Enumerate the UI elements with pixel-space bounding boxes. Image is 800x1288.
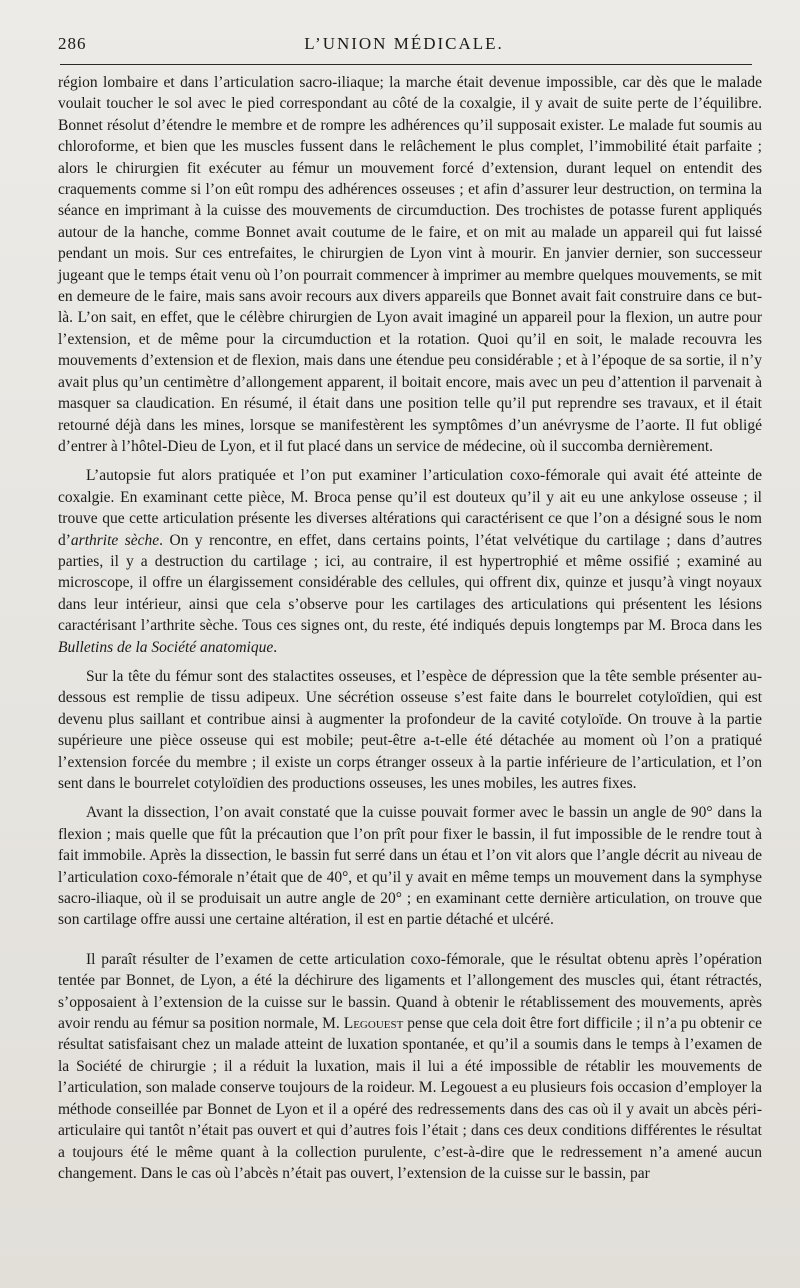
paragraph-5-part-2: pense que cela doit être fort difficile ; il n’a pu obtenir ce résultat satisfaisant chez un malade atteint de luxation spontanée, et qu’il a soumis dans le temps à l’examen de la Société de chirurgie ; il a réduit la luxation, mais il lui a été impossible de rétablir les mouvements de l’articulation, son malade conserve toujours de la roideur. M. Legouest a eu plusieurs fois occasion d’employer la méthode conseillée par Bonnet de Lyon et il a opéré des redressements dans des cas où il y avait un abcès péri-articulaire qui tantôt n’était pas ouvert et qui d’autres fois l’était ; dans ces deux conditions différentes le résultat a toujours été le même quant à la collection purulente, c’est-à-dire que le redressement n’a amené aucun changement. Dans le cas où l’abcès n’était pas ouvert, l’extension de la cuisse sur le bassin, par: [58, 1015, 762, 1182]
paragraph-2-part-1: L’autopsie fut alors pratiquée et l’on put examiner l’articulation coxo-fémorale qui avait été atteinte de coxalgie. En examinant cette pièce, M. Broca pense qu’il est douteux qu’il y ait eu une ankylose osseuse ; il trouve que cette articulation présente les diverses altérations qui caractérisent ce que l’on a désigné sous le nom d’: [58, 467, 762, 549]
running-title: L’UNION MÉDICALE.: [304, 34, 504, 53]
body-text: [58, 72, 762, 1184]
paragraph-4: Avant la dissection, l’on avait constaté que la cuisse pouvait former avec le bassin un angle de 90° dans la flexion ; mais quelle que fût la précaution que l’on prît pour fixer le bassin, il fut impossible de le rendre tout à fait immobile. Après la dissection, le bassin fut serré dans un étau et l’on vit alors que l’angle décrit au niveau de l’articulation coxo-fémorale n’était que de 40°, et qu’il y avait en même temps un mouvement dans la symphyse sacro-iliaque, où il se produisait un autre angle de 20° ; en examinant cette dernière articulation, on trouve que son cartilage offre aussi une certaine altération, il est en partie détaché et ulcéré.: [58, 804, 762, 929]
paragraph-2-part-3: .: [273, 638, 278, 656]
paragraph-5: [58, 949, 762, 1184]
paragraph-2-part-2: . On y rencontre, en effet, dans certains points, l’état velvétique du cartilage ; dans d’autres parties, il y a destruction du cartilage ; ici, au contraire, il est hypertrophié et même ossifié ; examiné au microscope, il offre un élargissement considérable des cellules, qui offrent dix, quinze et jusqu’à vingt noyaux dans leur intérieur, ainsi que cela s’observe pour les cartilages des articulations qui présentent les lésions caractérisant l’arthrite sèche. Tous ces signes ont, du reste, été indiqués depuis longtemps par M. Broca dans les: [58, 531, 762, 635]
header-rule: [60, 64, 752, 65]
paragraph-5-author-name: Legouest: [343, 1015, 404, 1033]
paragraph-2-italic-term: arthrite sèche: [70, 531, 160, 549]
page-number: 286: [58, 34, 87, 53]
page-header: [58, 28, 750, 60]
paragraph-5-part-1: Il paraît résulter de l’examen de cette articulation coxo-fémorale, que le résultat obtenu après l’opération tentée par Bonnet, de Lyon, a été la déchirure des ligaments et l’allongement des muscles qui, étant rétractés, s’opposaient à l’extension de la cuisse sur le bassin. Quand à obtenir le rétablissement des mouvements, après avoir rendu au fémur sa position normale, M.: [58, 950, 762, 1033]
paragraph-2: [58, 465, 762, 658]
paragraph-1: région lombaire et dans l’articulation sacro-iliaque; la marche était devenue impossible, car dès que le malade voulait toucher le sol avec le pied correspondant au côté de la coxalgie, il y avait de suite perte de l’équilibre. Bonnet résolut d’étendre le membre et de rompre les adhérences qu’il supposait exister. Le malade fut soumis au chloroforme, et bien que les muscles fussent dans le relâchement le plus complet, l’immobilité était parfaite ; alors le chirurgien fit exécuter au fémur un mouvement forcé d’extension, durant lequel on entendit des craquements comme si l’on eût rompu des adhérences osseuses ; et afin d’assurer leur destruction, on termina la séance en imprimant à la cuisse des mouvements de circumduction. Des trochistes de potasse furent appliqués autour de la hanche, comme Bonnet avait coutume de le faire, et on mit au malade un appareil qui fut laissé pendant un mois. Sur ces entrefaites, le chirurgien de Lyon vint à mourir. En janvier dernier, son successeur jugeant que le temps était venu où l’on pourrait commencer à imprimer au membre quelques mouvements, se mit en demeure de le faire, mais sans avoir recours aux divers appareils que Bonnet avait fait construire dans ce but-là. L’on sait, en effet, que le célèbre chirurgien de Lyon avait imaginé un appareil pour la flexion, un autre pour l’extension, et de même pour la circumduction et la rotation. Quoi qu’il en soit, le malade recouvra les mouvements d’extension et de flexion, mais dans une étendue peu considérable ; et à l’époque de sa sortie, il n’y avait plus qu’un centimètre d’allongement apparent, il boitait encore, mais avec un peu d’attention il parvenait à masquer sa claudication. En résumé, il était dans une position telle qu’il put reprendre ses travaux, et il était retourné déjà dans les mines, lorsque se manifestèrent les symptômes d’un anévrysme de l’aorte. Il fut obligé d’entrer à l’hôtel-Dieu de Lyon, et il fut placé dans un service de médecine, où il succomba dernièrement.: [58, 74, 762, 455]
paragraph-3: Sur la tête du fémur sont des stalactites osseuses, et l’espèce de dépression que la tête semble présenter au-dessous est remplie de tissu adipeux. Une sécrétion osseuse s’est faite dans le bourrelet cotyloïdien, qui est devenu plus saillant et contribue ainsi à augmenter la profondeur de la cavité cotyloïde. On trouve à la partie supérieure une pièce osseuse qui est mobile; peut-être a-t-elle été détachée au moment où l’on a pratiqué l’extension forcée du membre ; il existe un corps étranger osseux à la partie inférieure de l’articulation, et l’on sent dans le bourrelet cotyloïdien des productions osseuses, les unes mobiles, les autres fixes.: [58, 667, 762, 792]
paragraph-2-italic-reference: Bulletins de la Société anatomique: [58, 638, 274, 656]
